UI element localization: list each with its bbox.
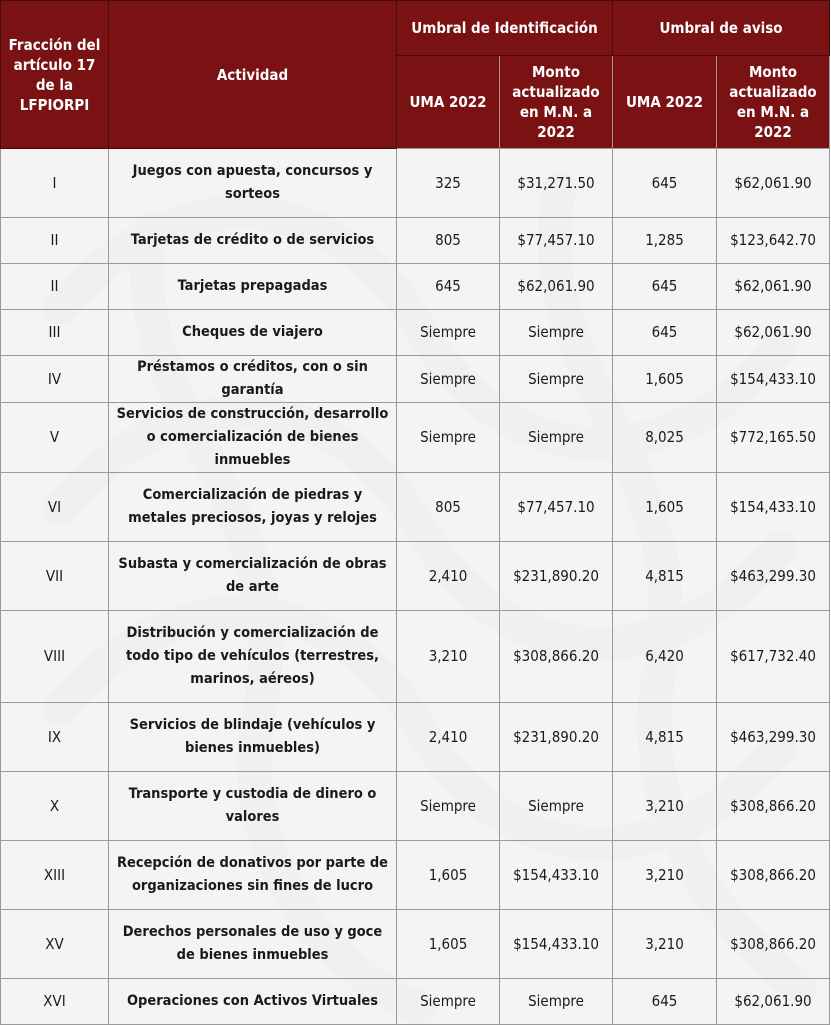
id-monto-cell: $31,271.50: [500, 149, 613, 218]
aviso-monto-cell: $62,061.90: [717, 264, 830, 310]
table-row: [1, 542, 830, 611]
id-monto-cell: $77,457.10: [500, 473, 613, 542]
id-uma-cell: 1,605: [397, 841, 500, 910]
aviso-uma-cell: 645: [613, 264, 717, 310]
actividad-cell: Recepción de donativos por parte de organizaciones sin fines de lucro: [109, 841, 397, 910]
aviso-uma-cell: 4,815: [613, 703, 717, 772]
actividad-cell: Derechos personales de uso y goce de bienes inmuebles: [109, 910, 397, 979]
id-monto-cell: Siempre: [500, 356, 613, 403]
table-row: [1, 910, 830, 979]
actividad-cell: Tarjetas prepagadas: [109, 264, 397, 310]
header-id-uma: UMA 2022: [397, 56, 500, 149]
id-uma-cell: 2,410: [397, 542, 500, 611]
header-id-monto: Monto actualizado en M.N. a 2022: [500, 56, 613, 149]
aviso-monto-cell: $123,642.70: [717, 218, 830, 264]
id-uma-cell: Siempre: [397, 356, 500, 403]
id-uma-cell: 1,605: [397, 910, 500, 979]
fraccion-cell: II: [1, 218, 109, 264]
fraccion-cell: I: [1, 149, 109, 218]
table-row: [1, 611, 830, 703]
id-monto-cell: $154,433.10: [500, 841, 613, 910]
id-uma-cell: 805: [397, 473, 500, 542]
aviso-monto-cell: $308,866.20: [717, 910, 830, 979]
aviso-uma-cell: 3,210: [613, 910, 717, 979]
aviso-uma-cell: 3,210: [613, 841, 717, 910]
fraccion-cell: X: [1, 772, 109, 841]
fraccion-cell: XV: [1, 910, 109, 979]
aviso-monto-cell: $62,061.90: [717, 979, 830, 1025]
table-row: [1, 403, 830, 473]
id-uma-cell: 805: [397, 218, 500, 264]
aviso-monto-cell: $308,866.20: [717, 772, 830, 841]
id-monto-cell: Siempre: [500, 979, 613, 1025]
table-row: [1, 473, 830, 542]
actividad-cell: Operaciones con Activos Virtuales: [109, 979, 397, 1025]
actividad-cell: Juegos con apuesta, concursos y sorteos: [109, 149, 397, 218]
id-monto-cell: Siempre: [500, 403, 613, 473]
aviso-uma-cell: 645: [613, 149, 717, 218]
fraccion-cell: V: [1, 403, 109, 473]
aviso-uma-cell: 4,815: [613, 542, 717, 611]
header-umbral-identificacion: Umbral de Identificación: [397, 1, 613, 56]
aviso-monto-cell: $308,866.20: [717, 841, 830, 910]
aviso-monto-cell: $463,299.30: [717, 542, 830, 611]
id-monto-cell: $231,890.20: [500, 542, 613, 611]
aviso-uma-cell: 1,605: [613, 473, 717, 542]
header-aviso-monto: Monto actualizado en M.N. a 2022: [717, 56, 830, 149]
aviso-monto-cell: $154,433.10: [717, 473, 830, 542]
aviso-monto-cell: $463,299.30: [717, 703, 830, 772]
id-monto-cell: $77,457.10: [500, 218, 613, 264]
id-uma-cell: Siempre: [397, 979, 500, 1025]
fraccion-cell: VI: [1, 473, 109, 542]
table-row: [1, 149, 830, 218]
id-uma-cell: 2,410: [397, 703, 500, 772]
actividad-cell: Transporte y custodia de dinero o valores: [109, 772, 397, 841]
aviso-monto-cell: $62,061.90: [717, 149, 830, 218]
actividad-cell: Tarjetas de crédito o de servicios: [109, 218, 397, 264]
aviso-uma-cell: 645: [613, 979, 717, 1025]
table-row: [1, 264, 830, 310]
fraccion-cell: II: [1, 264, 109, 310]
id-uma-cell: 3,210: [397, 611, 500, 703]
aviso-uma-cell: 3,210: [613, 772, 717, 841]
aviso-uma-cell: 645: [613, 310, 717, 356]
header-actividad: Actividad: [109, 1, 397, 149]
table-row: [1, 310, 830, 356]
actividad-cell: Distribución y comercialización de todo tipo de vehículos (terrestres, marinos, aéreos): [109, 611, 397, 703]
id-monto-cell: $231,890.20: [500, 703, 613, 772]
id-uma-cell: Siempre: [397, 310, 500, 356]
id-uma-cell: Siempre: [397, 772, 500, 841]
id-monto-cell: $62,061.90: [500, 264, 613, 310]
actividad-cell: Cheques de viajero: [109, 310, 397, 356]
aviso-monto-cell: $772,165.50: [717, 403, 830, 473]
id-uma-cell: 645: [397, 264, 500, 310]
actividad-cell: Comercialización de piedras y metales preciosos, joyas y relojes: [109, 473, 397, 542]
aviso-uma-cell: 6,420: [613, 611, 717, 703]
id-monto-cell: Siempre: [500, 772, 613, 841]
id-monto-cell: $308,866.20: [500, 611, 613, 703]
actividad-cell: Préstamos o créditos, con o sin garantía: [109, 356, 397, 403]
fraccion-cell: VII: [1, 542, 109, 611]
header-umbral-aviso: Umbral de aviso: [613, 1, 830, 56]
fraccion-cell: III: [1, 310, 109, 356]
table-row: [1, 772, 830, 841]
actividad-cell: Subasta y comercialización de obras de arte: [109, 542, 397, 611]
id-uma-cell: 325: [397, 149, 500, 218]
actividad-cell: Servicios de construcción, desarrollo o comercialización de bienes inmuebles: [109, 403, 397, 473]
aviso-uma-cell: 1,605: [613, 356, 717, 403]
table-row: [1, 218, 830, 264]
fraccion-cell: VIII: [1, 611, 109, 703]
table-row: [1, 841, 830, 910]
actividad-cell: Servicios de blindaje (vehículos y bienes inmuebles): [109, 703, 397, 772]
aviso-monto-cell: $62,061.90: [717, 310, 830, 356]
table-row: [1, 356, 830, 403]
id-uma-cell: Siempre: [397, 403, 500, 473]
fraccion-cell: XVI: [1, 979, 109, 1025]
table-row: [1, 703, 830, 772]
aviso-uma-cell: 1,285: [613, 218, 717, 264]
fraccion-cell: XIII: [1, 841, 109, 910]
id-monto-cell: Siempre: [500, 310, 613, 356]
aviso-uma-cell: 8,025: [613, 403, 717, 473]
id-monto-cell: $154,433.10: [500, 910, 613, 979]
header-aviso-uma: UMA 2022: [613, 56, 717, 149]
table-row: [1, 979, 830, 1025]
aviso-monto-cell: $154,433.10: [717, 356, 830, 403]
header-fraccion: Fracción del artículo 17 de la LFPIORPI: [1, 1, 109, 149]
aviso-monto-cell: $617,732.40: [717, 611, 830, 703]
fraccion-cell: IX: [1, 703, 109, 772]
fraccion-cell: IV: [1, 356, 109, 403]
